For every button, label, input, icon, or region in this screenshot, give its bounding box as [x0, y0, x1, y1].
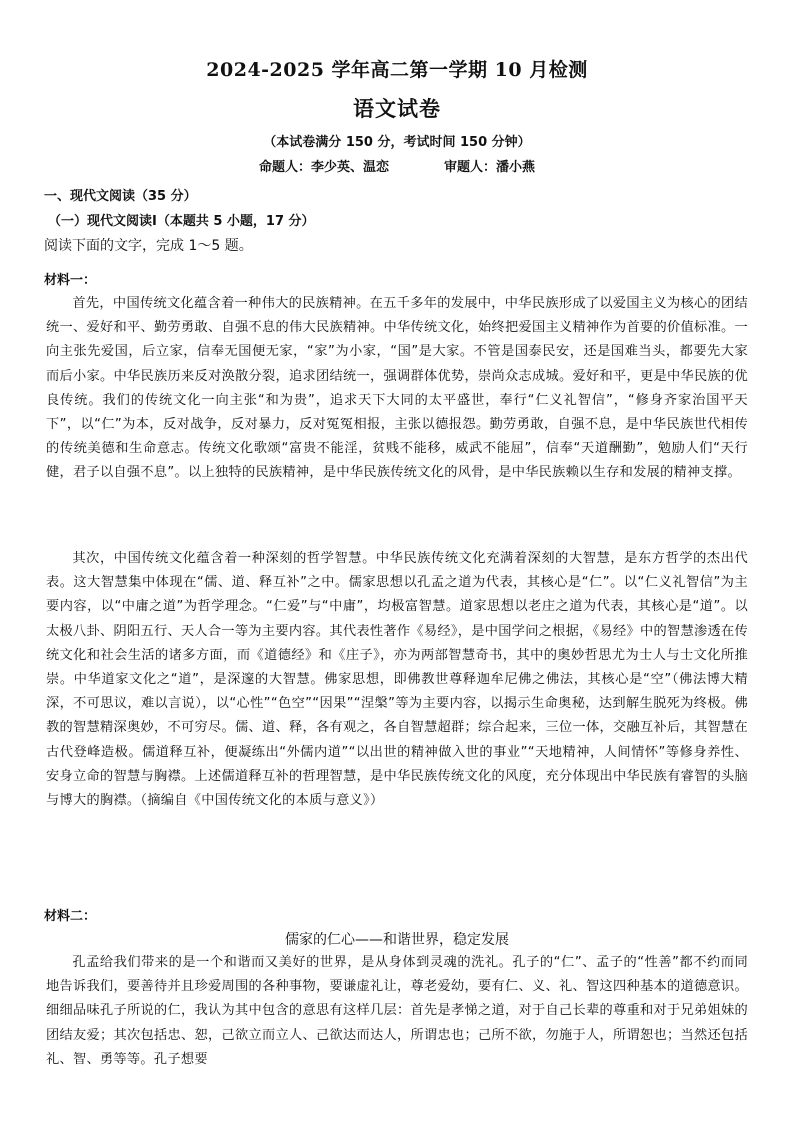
material2-paragraph: 孔孟给我们带来的是一个和谐而又美好的世界，是从身体到灵魂的洗礼。孔子的“仁”、孟子的“性善”都不约而同地告诉我们，要善待并且珍爱周围的各种事物，要谦虚礼让，尊老爱幼，要有仁、义、礼、智这四种基本的道德意识。细细品味孔子所说的仁，我认为其中包含的意思有这样几层：首先是孝悌之道，对于自己长辈的尊重和对于兄弟姐妹的团结友爱；其次包括忠、恕，己欲立而立人、己欲达而达人，所谓忠也；己所不欲，勿施于人，所谓恕也；当然还包括礼、智、勇等等。孔子想要 — [46, 955, 748, 1067]
author-line — [0, 156, 794, 175]
section-heading: 一、现代文阅读（35 分） — [44, 189, 197, 204]
exam-subject: 语文试卷 — [353, 96, 441, 121]
material1-paragraph-2: 其次，中国传统文化蕴含着一种深刻的哲学智慧。中华民族传统文化充满着深刻的大智慧，是东方哲学的杰出代表。这大智慧集中体现在“儒、道、释互补”之中。儒家思想以孔孟之道为代表，其核心是“仁”。以“仁义礼智信”为主要内容，以“中庸之道”为哲学理念。“仁爱”与“中庸”，均极富智慧。道家思想以老庄之道为代表，其核心是“道”。以太极八卦、阴阳五行、天人合一等为主要内容。其代表性著作《易经》，是中国学问之根据，《易经》中的智慧渗透在传统文化和社会生活的诸多方面，而《道德经》和《庄子》，亦为两部智慧奇书，其中的奥妙哲思尤为士人与士文化所推崇。中华道家文化之“道”，是深邃的大智慧。佛家思想，即佛教世尊释迦牟尼佛之佛法，其核心是“空”（佛法博大精深，不可思议，难以言说），以“心性”“色空”“因果”“涅槃”等为主要内容，以揭示生命奥秘，达到解生脱死为终极。佛教的智慧精深奥妙，不可穷尽。儒、道、释，各有观之，各自智慧超群；综合起来，三位一体，交融互补后，其智慧在古代登峰造极。儒道释互补，便凝练出“外儒内道”“以出世的精神做入世的事业”“天地精神，人间情怀”等修身养性、安身立命的智慧与胸襟。上述儒道释互补的哲理智慧，是中华民族传统文化的风度，充分体现出中华民族有睿智的头脑与博大的胸襟。（摘编自《中国传统文化的本质与意义》） — [46, 551, 748, 809]
exam-title: 2024-2025 学年高二第一学期 10 月检测 — [206, 59, 588, 81]
material2-title: 儒家的仁心——和谐世界，稳定发展 — [285, 932, 509, 948]
subsection-heading: （一）现代文阅读Ⅰ（本题共 5 小题，17 分） — [48, 214, 315, 229]
reviewer-name: 审题人：潘小燕 — [444, 160, 536, 175]
author-name: 命题人：李少英、温恋 — [258, 160, 389, 175]
material1-paragraph-1: 首先，中国传统文化蕴含着一种伟大的民族精神。在五千多年的发展中，中华民族形成了以爱国主义为核心的团结统一、爱好和平、勤劳勇敢、自强不息的伟大民族精神。中华传统文化，始终把爱国主义精神作为首要的价值标准。一向主张先爱国，后立家，信奉无国便无家，“家”为小家，“国”是大家。不管是国泰民安，还是国难当头，都要先大家而后小家。中华民族历来反对涣散分裂，追求团结统一，强调群体优势，崇尚众志成城。爱好和平，更是中华民族的优良传统。我们的传统文化一向主张“和为贵”，追求天下大同的太平盛世，奉行“仁义礼智信”，“修身齐家治国平天下”，以“仁”为本，反对战争，反对暴力，反对冤冤相报，主张以德报怨。勤劳勇敢，自强不息，是中华民族世代相传的传统美德和生命意志。传统文化歌颂“富贵不能淫，贫贱不能移，威武不能屈”，信奉“天道酬勤”，勉励人们“天行健，君子以自强不息”。以上独特的民族精神，是中华民族传统文化的风骨，是中华民族赖以生存和发展的精神支撑。 — [46, 296, 748, 481]
exam-info: （本试卷满分 150 分，考试时间 150 分钟） — [263, 135, 531, 150]
material2-label: 材料二： — [44, 909, 97, 924]
material1-label: 材料一： — [44, 273, 97, 288]
reading-instruction: 阅读下面的文字，完成 1～5 题。 — [44, 238, 253, 254]
